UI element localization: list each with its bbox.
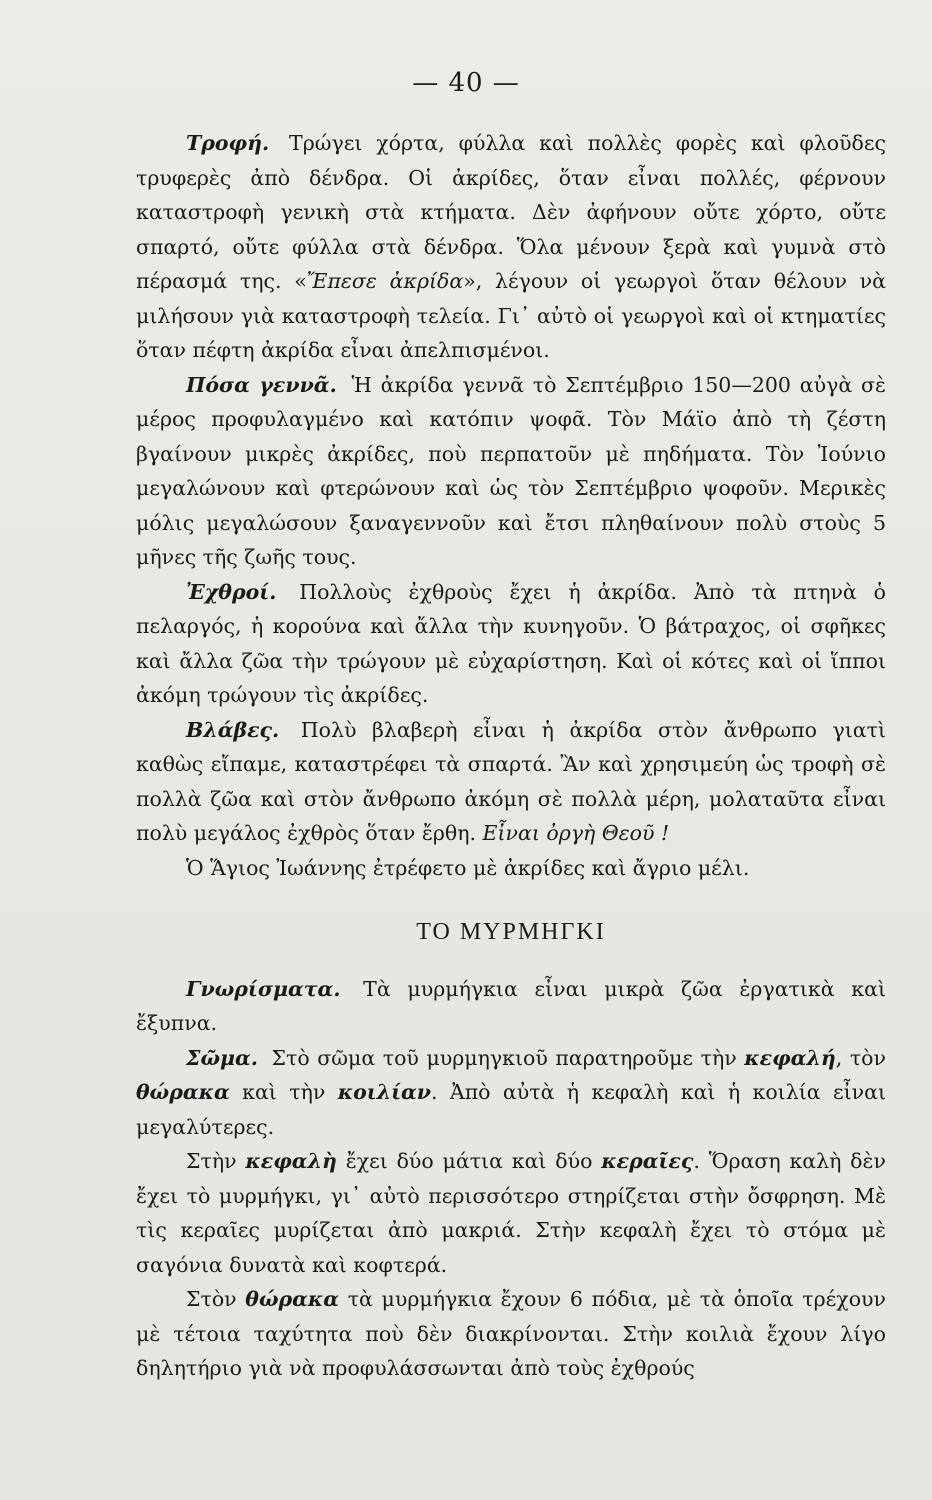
text-posa-genna: Ἡ ἀκρίδα γεννᾶ τὸ Σεπτέμβριο 150—200 αὐγὰ σὲ μέρος προφυλαγμένο καὶ κατόπιν ψοφᾶ. Τὸν Μάϊο ἀπὸ τὴ ζέστη βγαίνουν μικρὲς ἀκρίδες, ποὺ περπατοῦν μὲ πηδήματα. Τὸν Ἰούνιο μεγαλώνουν καὶ φτερώνουν καὶ ὡς τὸν Σεπτέμβριο ψοφοῦν. Μερικὲς μόλις μεγαλώσουν ξαναγεννοῦν καὶ ἔτσι πληθαίνουν πολὺ στοὺς 5 μῆνες τῆς ζωῆς τους.: [136, 372, 886, 569]
paragraph-kefali: [136, 1144, 886, 1282]
term-thoraka: θώρακα: [136, 1080, 230, 1104]
heading-soma: Σῶμα.: [186, 1045, 258, 1070]
paragraph-agios-ioannis: [136, 851, 886, 886]
term-kefali-2: κεφαλὴ: [245, 1149, 337, 1173]
text-soma-3: καὶ τὴν: [242, 1080, 326, 1104]
text-trofi: Τρώγει χόρτα, φύλλα καὶ πολλὲς φορὲς καὶ φλοῦδες τρυφερὲς ἀπὸ δένδρα. Οἱ ἀκρίδες, ὅταν εἶναι πολλές, φέρνουν καταστροφὴ γενικὴ στὰ κτήματα. Δὲν ἀφήνουν οὔτε χόρτο, οὔτε σπαρτό, οὔτε φύλλα στὰ δένδρα. Ὅλα μένουν ξερὰ καὶ γυμνὰ στὸ πέρασμά της. «: [136, 131, 886, 293]
term-kefali: κεφαλή: [744, 1045, 836, 1070]
heading-vlaves: Βλάβες.: [186, 717, 280, 742]
text-kefali-2: ἔχει δύο μάτια καὶ δύο: [345, 1149, 593, 1173]
paragraph-exthroi: [136, 575, 886, 713]
quote-epese-akrida: Ἔπεσε ἀκρίδα: [306, 269, 464, 293]
term-keraies: κεραῖες: [601, 1149, 694, 1173]
paragraph-posa-genna: [136, 368, 886, 575]
text-soma-2: , τὸν: [835, 1045, 886, 1070]
section-title-myrmigki: ΤΟ ΜΥΡΜΗΓΚΙ: [416, 919, 606, 945]
paragraph-soma: [136, 1041, 886, 1145]
text-soma-4: . Ἀπὸ αὐτὰ ἡ κεφαλὴ καὶ ἡ κοιλία εἶναι μεγαλύτερες.: [136, 1080, 886, 1139]
text-soma-1: Στὸ σῶμα τοῦ μυρμηγκιοῦ παρατηροῦμε τὴν: [271, 1045, 737, 1070]
term-koilian: κοιλίαν: [337, 1080, 431, 1104]
text-kefali-1: Στὴν: [186, 1149, 237, 1173]
text-vlaves-closing: Εἶναι ὀργὴ Θεοῦ !: [482, 821, 670, 845]
heading-trofi: Τροφή.: [186, 131, 270, 155]
paragraph-vlaves: [136, 713, 886, 851]
paragraph-trofi: [136, 126, 886, 368]
heading-posa-genna: Πόσα γεννᾶ.: [186, 372, 337, 397]
heading-gnorismata: Γνωρίσματα.: [186, 976, 341, 1001]
page-content: [136, 126, 886, 1386]
text-gnorismata: Τὰ μυρμήγκια εἶναι μικρὰ ζῶα ἐργατικὰ καὶ ἔξυπνα.: [136, 976, 886, 1035]
page-number: — 40 —: [412, 68, 520, 98]
text-thoraka-2: τὰ μυρμήγκια ἔχουν 6 πόδια, μὲ τὰ ὁποῖα τρέχουν μὲ τέτοια ταχύτητα ποὺ δὲν διακρίνονται. Στὴν κοιλιὰ ἔχουν λίγο δηλητήριο γιὰ νὰ προφυλάσσωνται ἀπὸ τοὺς ἐχθρούς: [136, 1287, 886, 1380]
text-exthroi: Πολλοὺς ἐχθροὺς ἔχει ἡ ἀκρίδα. Ἀπὸ τὰ πτηνὰ ὁ πελαργός, ἡ κορούνα καὶ ἄλλα τὴν κυνηγοῦν. Ὁ βάτραχος, οἱ σφῆκες καὶ ἄλλα ζῶα τὴν τρώγουν μὲ εὐχαρίστηση. Καὶ οἱ κότες καὶ οἱ ἵπποι ἀκόμη τρώγουν τὶς ἀκρίδες.: [136, 579, 886, 707]
paragraph-thoraka: [136, 1282, 886, 1386]
text-vlaves: Πολὺ βλαβερὴ εἶναι ἡ ἀκρίδα στὸν ἄνθρωπο γιατὶ καθὼς εἴπαμε, καταστρέφει τὰ σπαρτά. Ἂν καὶ χρησιμεύη ὡς τροφὴ σὲ πολλὰ ζῶα καὶ στὸν ἄνθρωπο ἀκόμη σὲ πολλὰ μέρη, μολαταῦτα εἶναι πολὺ μεγάλος ἐχθρὸς ὅταν ἔρθη.: [136, 717, 886, 845]
term-thoraka-2: θώρακα: [245, 1287, 340, 1311]
text-kefali-3: . Ὅραση καλὴ δὲν ἔχει τὸ μυρμήγκι, γι᾿ αὐτὸ περισσότερο στηρίζεται στὴν ὄσφρηση. Μὲ τὶς κεραῖες μυρίζεται ἀπὸ μακριά. Στὴν κεφαλὴ ἔχει τὸ στόμα μὲ σαγόνια δυνατὰ καὶ κοφτερά.: [136, 1149, 886, 1277]
text-agios-ioannis: Ὁ Ἅγιος Ἰωάννης ἐτρέφετο μὲ ἀκρίδες καὶ ἄγριο μέλι.: [186, 855, 750, 880]
text-trofi-2: », λέγουν οἱ γεωργοὶ ὅταν θέλουν νὰ μιλήσουν γιὰ καταστροφὴ τελεία. Γι᾿ αὐτὸ οἱ γεωργοὶ καὶ οἱ κτηματίες ὅταν πέφτη ἀκρίδα εἶναι ἀπελπισμένοι.: [136, 269, 886, 362]
text-thoraka-1: Στὸν: [186, 1287, 237, 1311]
heading-exthroi: Ἐχθροί.: [186, 579, 277, 604]
paragraph-gnorismata: [136, 972, 886, 1041]
